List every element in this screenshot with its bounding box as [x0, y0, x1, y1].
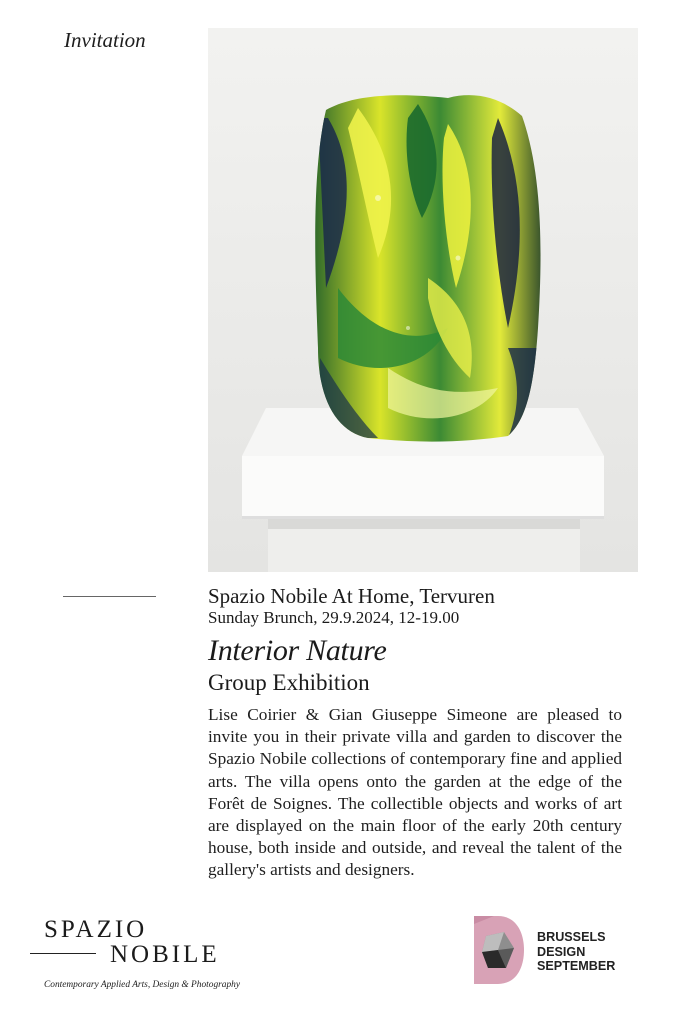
exhibition-title: Interior Nature: [208, 634, 387, 667]
bds-word-design: DESIGN: [537, 944, 586, 959]
bds-word-brussels: BRUSSELS: [537, 930, 606, 944]
divider-line: [63, 596, 156, 597]
bds-word-september: SEPTEMBER: [537, 959, 616, 974]
event-description: Lise Coirier & Gian Giuseppe Simeone are pleased to invite you in their private villa and garden to discover the Spazio Nobile collections of contemporary fine and applied arts. The villa opens onto the garden at the edge of the Forêt de Soignes. The collectible objects and works of art are displayed on the main floor of the early 20th century house, both inside and outside, and reveal the talent of the gallery's artists and designers.: [208, 705, 622, 880]
invitation-label: Invitation: [64, 28, 146, 52]
logo-tagline: Contemporary Applied Arts, Design & Photography: [44, 980, 241, 990]
logo-rule: [30, 953, 96, 954]
vase-on-plinth-image: [208, 28, 638, 572]
spazio-nobile-logo: [30, 916, 250, 996]
logo-word-nobile: NOBILE: [110, 941, 220, 968]
event-date: Sunday Brunch, 29.9.2024, 12-19.00: [208, 608, 460, 627]
exhibition-subtitle: Group Exhibition: [208, 670, 370, 695]
bds-wordmark: [537, 930, 657, 974]
vase-photo: [208, 28, 638, 572]
bds-d-logo-icon: [470, 914, 526, 988]
event-venue: Spazio Nobile At Home, Tervuren: [208, 584, 495, 608]
logo-word-spazio: SPAZIO: [44, 916, 148, 943]
